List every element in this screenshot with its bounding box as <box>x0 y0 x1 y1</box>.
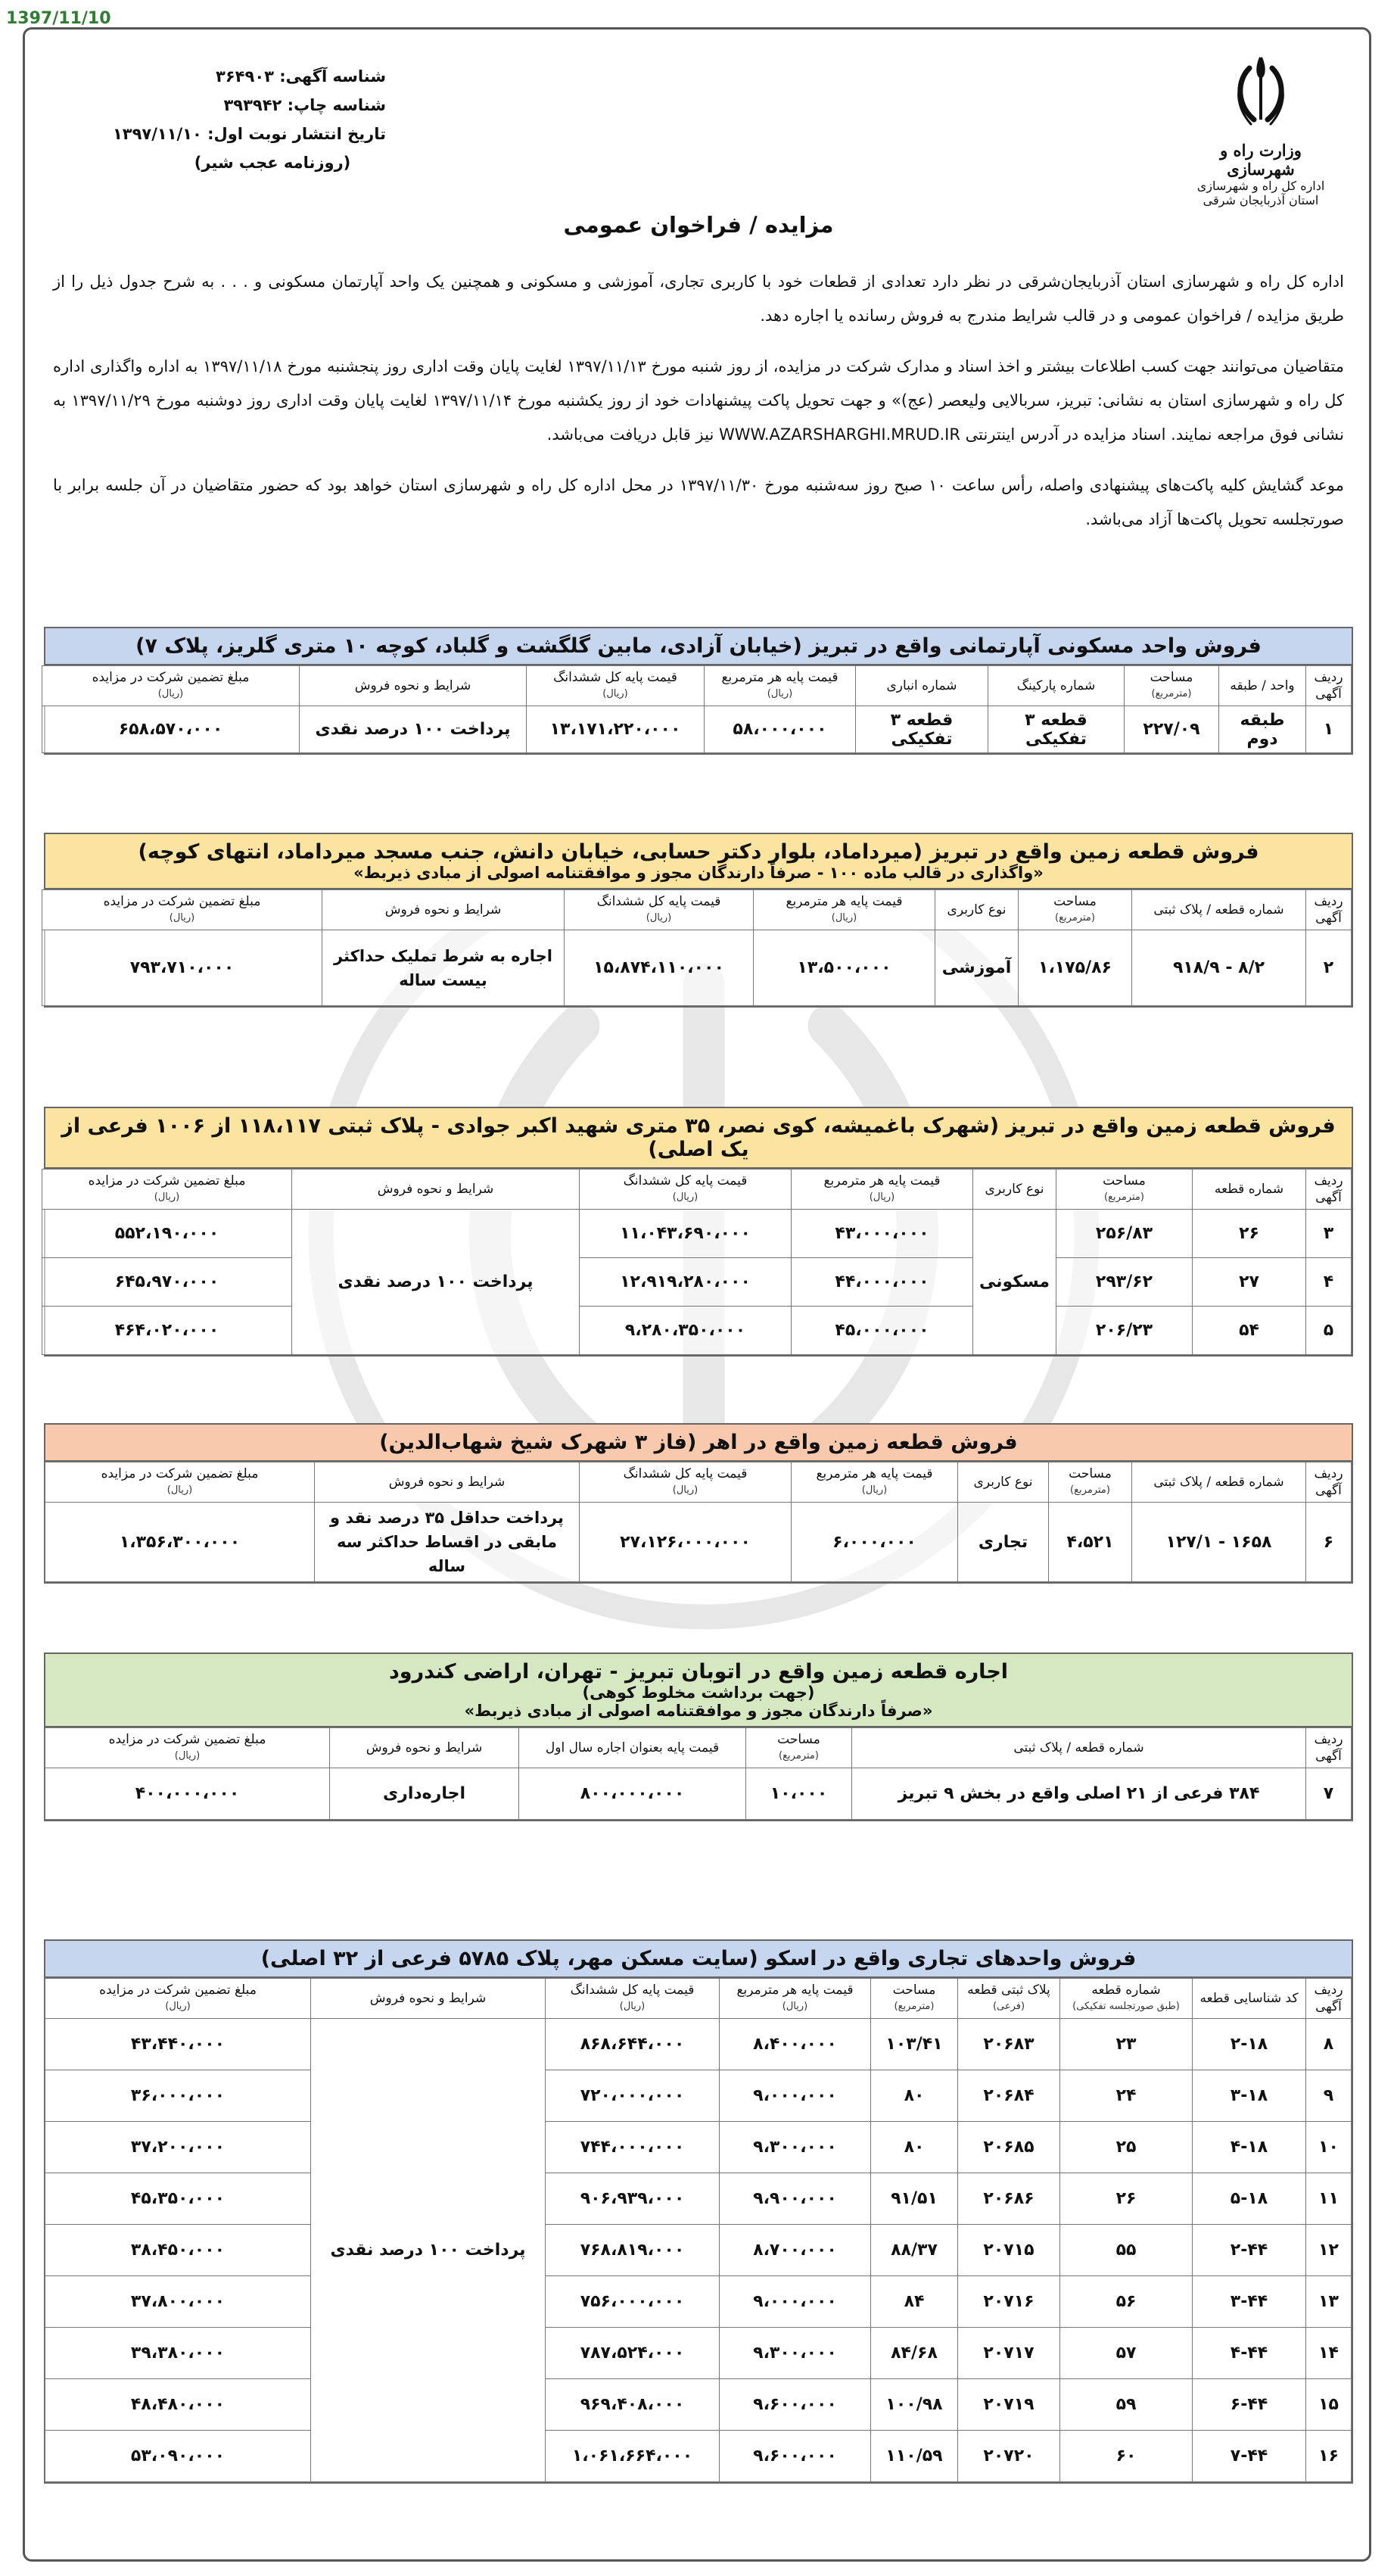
table-cell: ۴۸،۴۸۰،۰۰۰ <box>45 2379 311 2431</box>
table-cell: ۱۱ <box>1306 2173 1352 2225</box>
section-apartment-tabriz <box>44 627 1353 755</box>
column-header: شماره قطعه <box>1193 1170 1306 1210</box>
table-header-row <box>45 1462 1352 1503</box>
table-cell: ۲۰۷۱۹ <box>958 2379 1060 2431</box>
ministry-logo-block <box>1185 51 1336 207</box>
table-cell: ۹۶۹،۴۰۸،۰۰۰ <box>546 2379 720 2431</box>
auction-table <box>45 1978 1352 2482</box>
table-cell: ۹،۶۰۰،۰۰۰ <box>720 2379 871 2431</box>
table-row <box>45 2276 1352 2328</box>
section-commercial-osku <box>44 1939 1353 2484</box>
intro-text <box>53 265 1344 553</box>
table-cell: ۱،۳۵۶،۳۰۰،۰۰۰ <box>45 1503 315 1582</box>
column-header: مساحت (مترمربع) <box>746 1728 852 1768</box>
ad-id: شناسه آگهی: ۳۶۴۹۰۳ <box>216 67 386 86</box>
table-cell: ۳-۴۴ <box>1193 2276 1306 2328</box>
table-cell: ۴،۵۲۱ <box>1049 1503 1132 1582</box>
table-cell: پرداخت ۱۰۰ درصد نقدی <box>300 706 527 753</box>
table-cell: ۲۰۷۱۵ <box>958 2225 1060 2276</box>
table-cell: ۴۰۰،۰۰۰،۰۰۰ <box>45 1768 330 1820</box>
column-header: شماره قطعه / پلاک ثبتی <box>852 1728 1306 1768</box>
table-row <box>45 1768 1352 1820</box>
table-cell: ۵۵ <box>1060 2225 1193 2276</box>
table-cell: ۴۳،۰۰۰،۰۰۰ <box>792 1210 973 1258</box>
table-cell: ۱۰ <box>1306 2122 1352 2173</box>
column-header: کد شناسایی قطعه <box>1193 1979 1306 2019</box>
table-cell: ۶ <box>1306 1503 1352 1582</box>
table-row <box>45 2431 1352 2482</box>
section-land-tabriz-baghmisheh <box>44 1107 1353 1357</box>
table-cell: ۱۲ <box>1306 2225 1352 2276</box>
column-header: واحد / طبقه <box>1219 666 1306 706</box>
table-cell: ۱۵ <box>1306 2379 1352 2431</box>
section-title <box>45 834 1352 889</box>
table-row <box>42 930 1352 1006</box>
column-header: قیمت پایه بعنوان اجاره سال اول <box>519 1728 746 1768</box>
section-land-ahar <box>44 1423 1353 1584</box>
column-header: قیمت پایه کل ششدانگ (ریال) <box>565 890 754 930</box>
column-header: قیمت پایه هر مترمربع (ریال) <box>720 1979 871 2019</box>
section-lease-kandrood <box>44 1652 1353 1821</box>
table-cell: ۴۵،۰۰۰،۰۰۰ <box>792 1307 973 1355</box>
table-cell: ۸۰ <box>871 2122 958 2173</box>
column-header: مساحت (مترمربع) <box>871 1979 958 2019</box>
table-header-row <box>45 1979 1352 2019</box>
column-header: نوع کاربری <box>973 1170 1056 1210</box>
section-subtitle: (جهت برداشت مخلوط کوهی) <box>582 1684 815 1702</box>
table-header-row <box>42 1170 1352 1210</box>
ministry-name: وزارت راه و شهرسازی <box>1220 141 1302 179</box>
table-cell: آموزشی <box>935 930 1019 1006</box>
table-cell: ۱۶ <box>1306 2431 1352 2482</box>
table-cell: ۱۴ <box>1306 2328 1352 2379</box>
column-header: شرایط و نحوه فروش <box>322 890 565 930</box>
table-cell: ۹،۲۸۰،۳۵۰،۰۰۰ <box>580 1307 792 1355</box>
table-cell: ۸،۴۰۰،۰۰۰ <box>720 2019 871 2070</box>
column-header: شماره انباری <box>856 666 988 706</box>
iran-emblem-icon <box>1227 51 1295 135</box>
table-cell: ۶۵۸،۵۷۰،۰۰۰ <box>42 706 300 753</box>
column-header: مساحت (مترمربع) <box>1019 890 1132 930</box>
table-cell: ۹،۰۰۰،۰۰۰ <box>720 2070 871 2122</box>
table-cell: ۸،۷۰۰،۰۰۰ <box>720 2225 871 2276</box>
table-row <box>45 2225 1352 2276</box>
table-cell: ۶،۰۰۰،۰۰۰ <box>792 1503 958 1582</box>
table-cell: ۹،۳۰۰،۰۰۰ <box>720 2122 871 2173</box>
section-title <box>45 1654 1352 1727</box>
table-cell: ۳۷،۲۰۰،۰۰۰ <box>45 2122 311 2173</box>
table-cell: ۵۴ <box>1193 1307 1306 1355</box>
table-cell: ۵۶ <box>1060 2276 1193 2328</box>
publication-date-stamp: 1397/11/10 <box>6 9 111 28</box>
table-cell: ۶۰ <box>1060 2431 1193 2482</box>
table-cell: ۴ <box>1306 1258 1352 1307</box>
table-cell: پرداخت حداقل ۳۵ درصد نقد و مابقی در اقساط حداکثر سه ساله <box>315 1503 580 1582</box>
table-cell: ۳۹،۳۸۰،۰۰۰ <box>45 2328 311 2379</box>
table-cell: ۱،۱۷۵/۸۶ <box>1019 930 1132 1006</box>
table-cell: ۸۰۰،۰۰۰،۰۰۰ <box>519 1768 746 1820</box>
intro-paragraph-2: متقاضیان می‌توانند جهت کسب اطلاعات بیشتر و اخذ اسناد و مدارک شرکت در مزایده، از روز شنبه مورخ ۱۳۹۷/۱۱/۱۳ لغایت پایان وقت اداری روز پنجشنبه مورخ ۱۳۹۷/۱۱/۱۸ به اداره واگذاری اداره کل راه و شهرسازی استان به نشانی: تبریز، سربالایی ولیعصر (عج)» و جهت تحویل پاکت پیشنهادات خود از روز یکشنبه مورخ ۱۳۹۷/۱۱/۱۴ لغایت پایان وقت اداری روز دوشنبه مورخ ۱۳۹۷/۱۱/۲۹ به نشانی فوق مراجعه نمایند. اسناد مزایده در آدرس اینترنتی WWW.AZARSHARGHI.MRUD.IR نیز قابل دریافت می‌باشد. <box>53 357 1345 444</box>
table-cell: ۲۰۶۸۵ <box>958 2122 1060 2173</box>
auction-table <box>45 1462 1352 1582</box>
table-cell: تجاری <box>958 1503 1049 1582</box>
table-header-row <box>42 890 1352 930</box>
column-header: شرایط و نحوه فروش <box>330 1728 519 1768</box>
table-cell: ۲۰۶/۲۳ <box>1056 1307 1193 1355</box>
table-row <box>42 1258 1352 1307</box>
intro-paragraph-3: موعد گشایش کلیه پاکت‌های پیشنهادی واصله، رأس ساعت ۱۰ صبح روز سه‌شنبه مورخ ۱۳۹۷/۱۱/۳۰ در محل اداره کل راه و شهرسازی استان خواهد بود که حضور متقاضیان در آن جلسه برابر با صورتجلسه تحویل پاکت‌ها آزاد می‌باشد. <box>53 476 1344 528</box>
column-header: شرایط و نحوه فروش <box>315 1462 580 1503</box>
table-cell: ۱۰۰/۹۸ <box>871 2379 958 2431</box>
table-cell: طبقه دوم <box>1219 706 1306 753</box>
table-cell: ۱۰،۰۰۰ <box>746 1768 852 1820</box>
table-cell: ۱۵،۸۷۴،۱۱۰،۰۰۰ <box>565 930 754 1006</box>
table-cell: ۴۴،۰۰۰،۰۰۰ <box>792 1258 973 1307</box>
section-title: فروش واحد مسکونی آپارتمانی واقع در تبریز (خیابان آزادی، مابین گلگشت و گلباد، کوچه ۱۰ متری گلریز، پلاک ۷) <box>45 628 1352 665</box>
table-cell: ۷۶۸،۸۱۹،۰۰۰ <box>546 2225 720 2276</box>
column-header: قیمت پایه هر مترمربع (ریال) <box>705 666 856 706</box>
table-cell: ۴۵،۳۵۰،۰۰۰ <box>45 2173 311 2225</box>
table-cell: ۸ <box>1306 2019 1352 2070</box>
table-cell: پرداخت ۱۰۰ درصد نقدی <box>311 2019 546 2482</box>
table-cell: ۱۳،۱۷۱،۲۲۰،۰۰۰ <box>527 706 705 753</box>
column-header: نوع کاربری <box>935 890 1019 930</box>
column-header: قیمت پایه کل ششدانگ (ریال) <box>580 1462 792 1503</box>
table-cell: ۸۸/۳۷ <box>871 2225 958 2276</box>
table-cell: ۵-۱۸ <box>1193 2173 1306 2225</box>
table-cell: ۶-۴۴ <box>1193 2379 1306 2431</box>
table-cell: ۳۶،۰۰۰،۰۰۰ <box>45 2070 311 2122</box>
table-cell: ۲۵ <box>1060 2122 1193 2173</box>
table-cell: قطعه ۳ تفکیکی <box>988 706 1125 753</box>
table-cell: ۴-۱۸ <box>1193 2122 1306 2173</box>
column-header: مساحت (مترمربع) <box>1125 666 1219 706</box>
table-cell: ۱۰۳/۴۱ <box>871 2019 958 2070</box>
column-header: شرایط و نحوه فروش <box>300 666 527 706</box>
table-cell: ۲۰۶۸۴ <box>958 2070 1060 2122</box>
table-row <box>45 2070 1352 2122</box>
table-cell: ۸۴/۶۸ <box>871 2328 958 2379</box>
column-header: مبلغ تضمین شرکت در مزایده (ریال) <box>42 666 300 706</box>
table-row <box>45 2122 1352 2173</box>
table-cell: ۱۱۰/۵۹ <box>871 2431 958 2482</box>
column-header: مبلغ تضمین شرکت در مزایده (ریال) <box>45 1728 330 1768</box>
column-header: مساحت (مترمربع) <box>1056 1170 1193 1210</box>
section-subtitle: «واگذاری در قالب ماده ۱۰۰ - صرفاً دارندگان مجوز و موافقتنامه اصولی از مبادی ذیربط» <box>353 864 1044 882</box>
table-cell: ۵۵۲،۱۹۰،۰۰۰ <box>42 1210 292 1258</box>
table-cell: ۲۲۷/۰۹ <box>1125 706 1219 753</box>
table-cell: ۱۳،۵۰۰،۰۰۰ <box>754 930 935 1006</box>
table-cell: ۲۰۶۸۳ <box>958 2019 1060 2070</box>
column-header: قیمت پایه کل ششدانگ (ریال) <box>580 1170 792 1210</box>
intro-paragraph-1: اداره کل راه و شهرسازی استان آذربایجان‌شرقی در نظر دارد تعدادی از قطعات خود با کاربری تجاری، آموزشی و مسکونی و همچنین یک واحد آپارتمان مسکونی و . . . به شرح جدول ذیل را از طریق مزایده / فراخوان عمومی و در قالب شرایط مندرج به فروش رسانده یا اجاره دهد. <box>53 273 1344 325</box>
table-cell: اجاره‌داری <box>330 1768 519 1820</box>
column-header: ردیف آگهی <box>1306 1979 1352 2019</box>
column-header: مبلغ تضمین شرکت در مزایده (ریال) <box>45 1979 311 2019</box>
table-cell: ۵۸،۰۰۰،۰۰۰ <box>705 706 856 753</box>
column-header: قیمت پایه هر مترمربع (ریال) <box>792 1170 973 1210</box>
table-cell: ۱ <box>1306 706 1352 753</box>
table-cell: ۲۰۷۱۶ <box>958 2276 1060 2328</box>
table-cell: ۱،۰۶۱،۶۶۴،۰۰۰ <box>546 2431 720 2482</box>
column-header: مساحت (مترمربع) <box>1049 1462 1132 1503</box>
publish-date: تاریخ انتشار نوبت اول: ۱۳۹۷/۱۱/۱۰ <box>112 125 386 143</box>
table-cell: ۹۰۶،۹۳۹،۰۰۰ <box>546 2173 720 2225</box>
table-cell: ۹،۶۰۰،۰۰۰ <box>720 2431 871 2482</box>
column-header: شماره قطعه / پلاک ثبتی <box>1132 1462 1306 1503</box>
column-header: شرایط و نحوه فروش <box>311 1979 546 2019</box>
column-header: ردیف آگهی <box>1306 1462 1352 1503</box>
column-header: ردیف آگهی <box>1306 1728 1352 1768</box>
auction-table <box>42 1169 1352 1355</box>
table-cell: ۷۹۳،۷۱۰،۰۰۰ <box>42 930 322 1006</box>
column-header: قیمت پایه کل ششدانگ (ریال) <box>546 1979 720 2019</box>
table-row <box>45 2173 1352 2225</box>
table-cell: ۷۵۶،۰۰۰،۰۰۰ <box>546 2276 720 2328</box>
table-cell: ۸۴ <box>871 2276 958 2328</box>
table-cell: ۲۴ <box>1060 2070 1193 2122</box>
table-cell: ۱۳ <box>1306 2276 1352 2328</box>
ad-meta <box>53 62 386 177</box>
column-header: ردیف آگهی <box>1306 1170 1352 1210</box>
table-cell: ۳۸۴ فرعی از ۲۱ اصلی واقع در بخش ۹ تبریز <box>852 1768 1306 1820</box>
table-row <box>45 2379 1352 2431</box>
table-cell: ۵ <box>1306 1307 1352 1355</box>
table-cell: ۹۱/۵۱ <box>871 2173 958 2225</box>
table-cell: ۷۸۷،۵۲۴،۰۰۰ <box>546 2328 720 2379</box>
column-header: قیمت پایه هر مترمربع (ریال) <box>792 1462 958 1503</box>
table-cell: ۳-۱۸ <box>1193 2070 1306 2122</box>
table-cell: ۴۶۴،۰۲۰،۰۰۰ <box>42 1307 292 1355</box>
table-cell: ۲۰۷۱۷ <box>958 2328 1060 2379</box>
table-cell: ۵۹ <box>1060 2379 1193 2431</box>
table-cell: ۳۷،۸۰۰،۰۰۰ <box>45 2276 311 2328</box>
table-row <box>42 1307 1352 1355</box>
table-cell: قطعه ۳ تفکیکی <box>856 706 988 753</box>
column-header: پلاک ثبتی قطعه (فرعی) <box>958 1979 1060 2019</box>
table-header-row <box>45 1728 1352 1768</box>
section-title: فروش واحدهای تجاری واقع در اسکو (سایت مسکن مهر، پلاک ۵۷۸۵ فرعی از ۳۲ اصلی) <box>45 1941 1352 1978</box>
column-header: قیمت پایه کل ششدانگ (ریال) <box>527 666 705 706</box>
table-cell: اجاره به شرط تملیک حداکثر بیست ساله <box>322 930 565 1006</box>
table-cell: ۱۱،۰۴۳،۶۹۰،۰۰۰ <box>580 1210 792 1258</box>
table-cell: ۴-۴۴ <box>1193 2328 1306 2379</box>
table-cell: ۲۵۶/۸۳ <box>1056 1210 1193 1258</box>
section-title-text: اجاره قطعه زمین واقع در اتوبان تبریز - تهران، اراضی کندرود <box>388 1660 1009 1684</box>
table-cell: ۴۳،۴۴۰،۰۰۰ <box>45 2019 311 2070</box>
table-cell: ۸/۲ - ۹۱۸/۹ <box>1132 930 1306 1006</box>
print-id: شناسه چاپ: ۳۹۳۹۴۲ <box>223 96 386 114</box>
newspaper-name: (روزنامه عجب شیر) <box>194 154 351 172</box>
column-header: شرایط و نحوه فروش <box>292 1170 580 1210</box>
table-cell: پرداخت ۱۰۰ درصد نقدی <box>292 1210 580 1355</box>
table-cell: ۹،۹۰۰،۰۰۰ <box>720 2173 871 2225</box>
table-cell: ۹،۰۰۰،۰۰۰ <box>720 2276 871 2328</box>
column-header: قیمت پایه هر مترمربع (ریال) <box>754 890 935 930</box>
table-cell: ۱۶۵۸ - ۱۲۷/۱ <box>1132 1503 1306 1582</box>
table-row <box>45 2019 1352 2070</box>
table-cell: ۲-۴۴ <box>1193 2225 1306 2276</box>
table-cell: مسکونی <box>973 1210 1056 1355</box>
table-cell: ۷ <box>1306 1768 1352 1820</box>
table-cell: ۹ <box>1306 2070 1352 2122</box>
column-header: ردیف آگهی <box>1306 890 1352 930</box>
table-cell: ۲۹۳/۶۲ <box>1056 1258 1193 1307</box>
table-cell: ۸۶۸،۶۴۴،۰۰۰ <box>546 2019 720 2070</box>
section-title-text: فروش قطعه زمین واقع در تبریز (میرداماد، بلوار دکتر حسابی، خیابان دانش، جنب مسجد میرداماد، انتهای کوچه) <box>138 840 1259 864</box>
table-row <box>42 1210 1352 1258</box>
section-land-tabriz-mirdamad <box>44 833 1353 1008</box>
column-header: شماره قطعه / پلاک ثبتی <box>1132 890 1306 930</box>
table-cell: ۱۲،۹۱۹،۲۸۰،۰۰۰ <box>580 1258 792 1307</box>
section-subtitle: «صرفاً دارندگان مجوز و موافقتنامه اصولی از مبادی ذیربط» <box>464 1702 933 1720</box>
column-header: شماره پارکینگ <box>988 666 1125 706</box>
table-cell: ۷-۴۴ <box>1193 2431 1306 2482</box>
column-header: مبلغ تضمین شرکت در مزایده (ریال) <box>42 890 322 930</box>
table-row <box>45 1503 1352 1582</box>
table-row <box>42 706 1352 753</box>
table-cell: ۶۴۵،۹۷۰،۰۰۰ <box>42 1258 292 1307</box>
section-title: فروش قطعه زمین واقع در اهر (فاز ۳ شهرک شیخ شهاب‌الدین) <box>45 1425 1352 1462</box>
column-header: ردیف آگهی <box>1306 666 1352 706</box>
table-cell: ۳۸،۴۵۰،۰۰۰ <box>45 2225 311 2276</box>
table-cell: ۲۰۶۸۶ <box>958 2173 1060 2225</box>
table-cell: ۵۳،۰۹۰،۰۰۰ <box>45 2431 311 2482</box>
table-cell: ۷۴۴،۰۰۰،۰۰۰ <box>546 2122 720 2173</box>
column-header: مبلغ تضمین شرکت در مزایده (ریال) <box>45 1462 315 1503</box>
department-name: اداره کل راه و شهرسازی استان آذربایجان شرقی <box>1196 179 1325 207</box>
table-cell: ۲۷ <box>1193 1258 1306 1307</box>
column-header: شماره قطعه (طبق صورتجلسه تفکیکی) <box>1060 1979 1193 2019</box>
table-cell: ۲۳ <box>1060 2019 1193 2070</box>
table-cell: ۲۶ <box>1060 2173 1193 2225</box>
table-cell: ۲ <box>1306 930 1352 1006</box>
auction-table <box>42 665 1352 753</box>
table-cell: ۲۷،۱۲۶،۰۰۰،۰۰۰ <box>580 1503 792 1582</box>
table-cell: ۸۰ <box>871 2070 958 2122</box>
table-cell: ۲۶ <box>1193 1210 1306 1258</box>
page-title: مزایده / فراخوان عمومی <box>563 212 834 238</box>
column-header: نوع کاربری <box>958 1462 1049 1503</box>
auction-table <box>45 1727 1352 1820</box>
table-row <box>45 2328 1352 2379</box>
table-header-row <box>42 666 1352 706</box>
table-cell: ۳ <box>1306 1210 1352 1258</box>
column-header: مبلغ تضمین شرکت در مزایده (ریال) <box>42 1170 292 1210</box>
table-cell: ۵۷ <box>1060 2328 1193 2379</box>
auction-table <box>42 889 1352 1006</box>
table-cell: ۲-۱۸ <box>1193 2019 1306 2070</box>
section-title: فروش قطعه زمین واقع در تبریز (شهرک باغمیشه، کوی نصر، ۳۵ متری شهید اکبر جوادی - پلاک ثبتی ۱۱۸،۱۱۷ از ۱۰۰۶ فرعی از یک اصلی) <box>45 1108 1352 1169</box>
table-cell: ۷۲۰،۰۰۰،۰۰۰ <box>546 2070 720 2122</box>
table-cell: ۲۰۷۲۰ <box>958 2431 1060 2482</box>
table-cell: ۹،۳۰۰،۰۰۰ <box>720 2328 871 2379</box>
